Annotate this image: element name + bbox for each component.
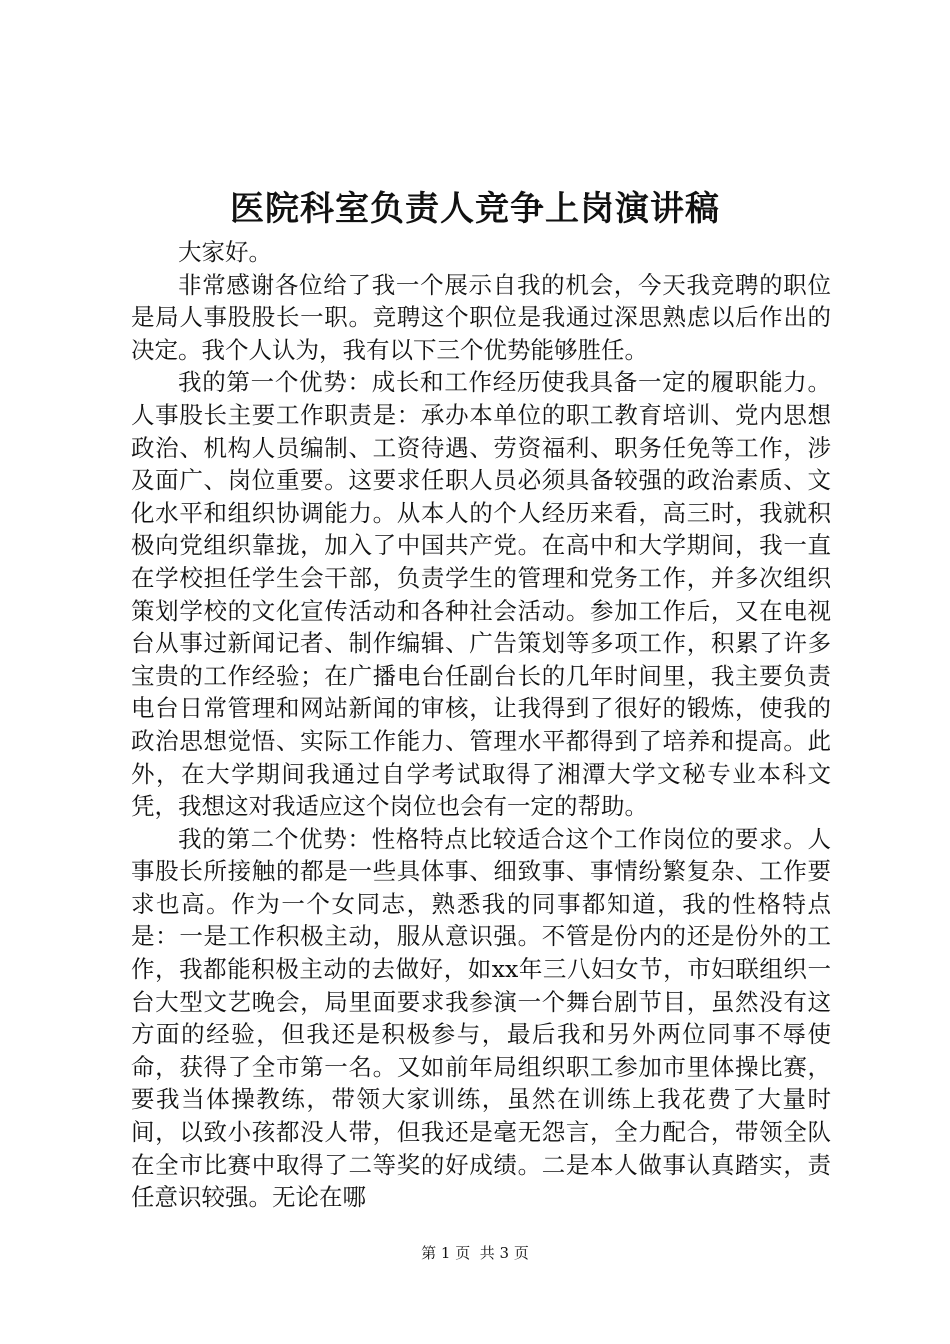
- document-title: 医院科室负责人竞争上岗演讲稿: [230, 189, 720, 229]
- paragraph-greeting: 大家好。: [178, 238, 272, 266]
- document-body: [131, 236, 831, 1214]
- page-number-label: 第 1 页 共 3 页: [421, 1244, 529, 1262]
- paragraph-first-advantage: 我的第一个优势：成长和工作经历使我具备一定的履职能力。人事股长主要工作职责是：承办本单位的职工教育培训、党内思想政治、机构人员编制、工资待遇、劳资福利、职务任免等工作，涉及面广、岗位重要。这要求任职人员必须具备较强的政治素质、文化水平和组织协调能力。从本人的个人经历来看，高三时，我就积极向党组织靠拢，加入了中国共产党。在高中和大学期间，我一直在学校担任学生会干部，负责学生的管理和党务工作，并多次组织策划学校的文化宣传活动和各种社会活动。参加工作后，又在电视台从事过新闻记者、制作编辑、广告策划等多项工作，积累了许多宝贵的工作经验；在广播电台任副台长的几年时间里，我主要负责电台日常管理和网站新闻的审核，让我得到了很好的锻炼，使我的政治思想觉悟、实际工作能力、管理水平都得到了培养和提高。此外，在大学期间我通过自学考试取得了湘潭大学文秘专业本科文凭，我想这对我适应这个岗位也会有一定的帮助。: [131, 368, 831, 821]
- paragraph-second-advantage: 我的第二个优势：性格特点比较适合这个工作岗位的要求。人事股长所接触的都是一些具体事、细致事、事情纷繁复杂、工作要求也高。作为一个女同志，熟悉我的同事都知道，我的性格特点是：一是工作积极主动，服从意识强。不管是份内的还是份外的工作，我都能积极主动的去做好，如xx年三八妇女节，市妇联组织一台大型文艺晚会，局里面要求我参演一个舞台剧节目，虽然没有这方面的经验，但我还是积极参与，最后我和另外两位同事不辱使命，获得了全市第一名。又如前年局组织职工参加市里体操比赛，要我当体操教练，带领大家训练，虽然在训练上我花费了大量时间，以致小孩都没人带，但我还是毫无怨言，全力配合，带领全队在全市比赛中取得了二等奖的好成绩。二是本人做事认真踏实，责任意识较强。无论在哪: [131, 824, 831, 1212]
- page-footer: [0, 1243, 950, 1263]
- paragraph-intro: 非常感谢各位给了我一个展示自我的机会，今天我竞聘的职位是局人事股股长一职。竞聘这个职位是我通过深思熟虑以后作出的决定。我个人认为，我有以下三个优势能够胜任。: [131, 270, 831, 364]
